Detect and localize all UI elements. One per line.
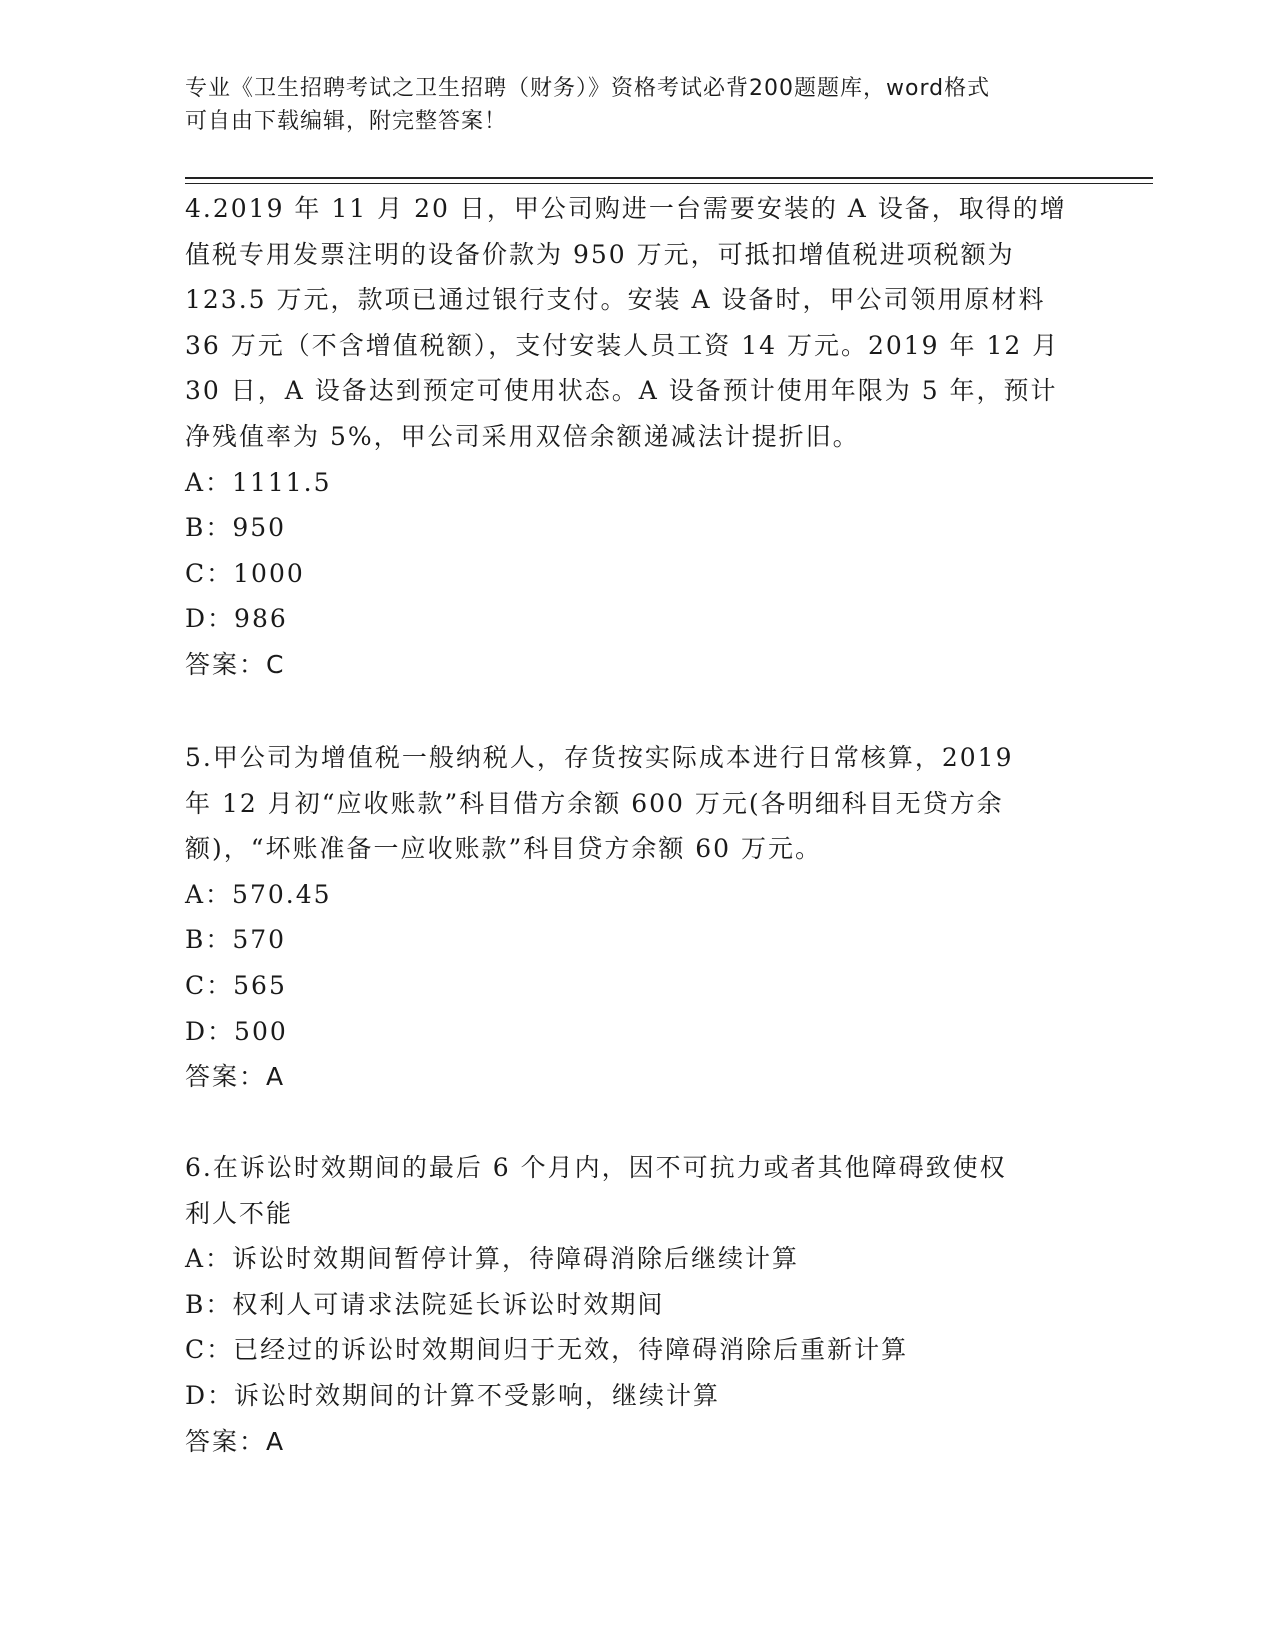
question-stem-line: 利人不能 bbox=[185, 1198, 294, 1228]
header-rule-thick bbox=[185, 177, 1153, 179]
document-header bbox=[185, 72, 1065, 138]
answer-label: 答案：A bbox=[185, 1062, 286, 1092]
question-stem-line: 123.5 万元，款项已通过银行支付。安装 A 设备时，甲公司领用原材料 bbox=[185, 285, 1046, 315]
option-d: D：986 bbox=[185, 604, 288, 634]
answer-label: 答案：A bbox=[185, 1426, 286, 1456]
header-rule-thin bbox=[185, 183, 1153, 184]
question-6 bbox=[185, 1145, 1085, 1464]
question-4 bbox=[185, 186, 1085, 688]
question-stem-line: 4.2019 年 11 月 20 日，甲公司购进一台需要安装的 A 设备，取得的增 bbox=[185, 194, 1067, 223]
question-stem-line: 额)，“坏账准备一应收账款”科目贷方余额 60 万元。 bbox=[185, 834, 823, 864]
question-stem-line: 净残值率为 5%，甲公司采用双倍余额递减法计提折旧。 bbox=[185, 421, 860, 451]
option-c: C：565 bbox=[185, 970, 287, 1000]
option-a: A：诉讼时效期间暂停计算，待障碍消除后继续计算 bbox=[185, 1244, 800, 1274]
option-c: C：1000 bbox=[185, 558, 305, 588]
answer-label: 答案：C bbox=[185, 649, 286, 679]
question-stem-line: 值税专用发票注明的设备价款为 950 万元，可抵扣增值税进项税额为 bbox=[185, 239, 1015, 269]
header-line-2: 可自由下载编辑，附完整答案！ bbox=[185, 109, 508, 134]
option-d: D：500 bbox=[185, 1016, 288, 1046]
question-stem-line: 5.甲公司为增值税一般纳税人，存货按实际成本进行日常核算，2019 bbox=[185, 743, 1014, 772]
header-line-1: 专业《卫生招聘考试之卫生招聘（财务）》资格考试必背200题题库，word格式 bbox=[185, 76, 991, 101]
option-d: D：诉讼时效期间的计算不受影响，继续计算 bbox=[185, 1380, 721, 1410]
option-c: C：已经过的诉讼时效期间归于无效，待障碍消除后重新计算 bbox=[185, 1335, 909, 1365]
question-stem-line: 36 万元（不含增值税额），支付安装人员工资 14 万元。2019 年 12 月 bbox=[185, 330, 1060, 360]
option-a: A：1111.5 bbox=[185, 467, 332, 497]
question-stem-line: 30 日，A 设备达到预定可使用状态。A 设备预计使用年限为 5 年，预计 bbox=[185, 376, 1058, 406]
question-stem-line: 年 12 月初“应收账款”科目借方余额 600 万元(各明细科目无贷方余 bbox=[185, 788, 1004, 818]
option-b: B：570 bbox=[185, 925, 287, 955]
option-a: A：570.45 bbox=[185, 879, 332, 909]
question-5 bbox=[185, 735, 1085, 1100]
option-b: B：权利人可请求法院延长诉讼时效期间 bbox=[185, 1289, 665, 1319]
option-b: B：950 bbox=[185, 513, 287, 543]
question-stem-line: 6.在诉讼时效期间的最后 6 个月内，因不可抗力或者其他障碍致使权 bbox=[185, 1153, 1007, 1182]
